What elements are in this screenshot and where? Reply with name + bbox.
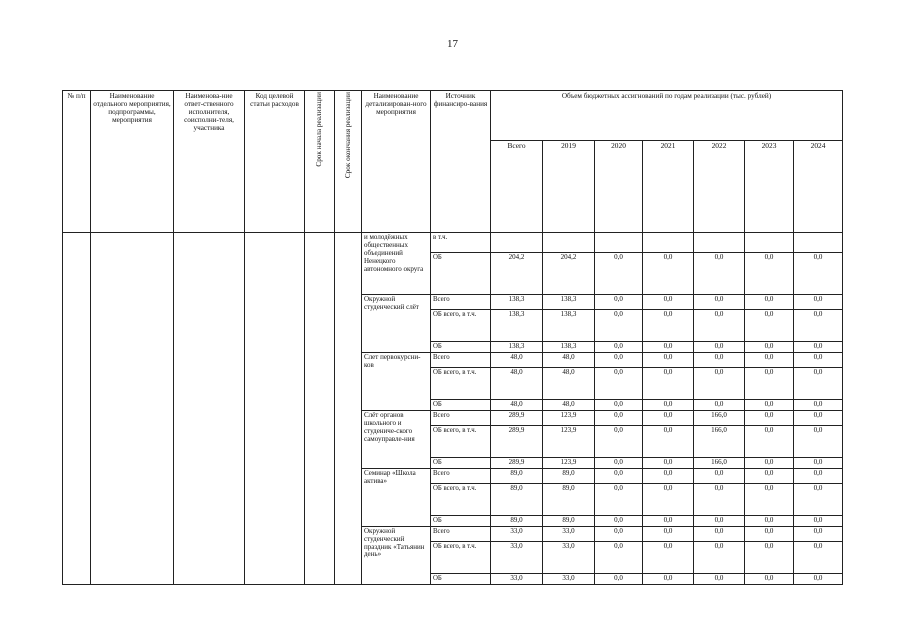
- col-start-header: [305, 91, 335, 233]
- budget-value: 89,0: [543, 484, 595, 516]
- budget-value: 0,0: [794, 458, 843, 469]
- budget-value: 0,0: [794, 295, 843, 310]
- budget-value: 0,0: [745, 516, 794, 527]
- year-header: 2024: [794, 141, 843, 233]
- budget-value: 0,0: [794, 400, 843, 411]
- budget-value: 0,0: [694, 469, 745, 484]
- budget-value: [794, 233, 843, 253]
- year-header: 2021: [643, 141, 694, 233]
- budget-value: 0,0: [643, 426, 694, 458]
- funding-source: Всего: [431, 411, 491, 426]
- budget-value: 0,0: [794, 516, 843, 527]
- budget-value: 89,0: [543, 516, 595, 527]
- budget-value: 0,0: [595, 368, 643, 400]
- funding-source: Всего: [431, 295, 491, 310]
- funding-source: ОБ всего, в т.ч.: [431, 310, 491, 342]
- budget-value: 0,0: [694, 342, 745, 353]
- budget-value: [694, 233, 745, 253]
- budget-value: [595, 233, 643, 253]
- budget-value: 138,3: [543, 295, 595, 310]
- budget-table: [62, 90, 843, 585]
- col-budget-header: Объем бюджетных ассигнований по годам реализации (тыс. рублей): [491, 91, 843, 141]
- budget-value: 0,0: [643, 458, 694, 469]
- budget-value: 0,0: [794, 368, 843, 400]
- budget-value: 0,0: [745, 295, 794, 310]
- budget-value: 0,0: [595, 295, 643, 310]
- budget-value: 138,3: [491, 295, 543, 310]
- budget-value: 0,0: [794, 426, 843, 458]
- budget-value: 89,0: [543, 469, 595, 484]
- budget-value: 0,0: [643, 541, 694, 573]
- budget-value: 166,0: [694, 426, 745, 458]
- budget-value: 0,0: [745, 484, 794, 516]
- budget-value: 0,0: [745, 526, 794, 541]
- spanning-empty-cell: [91, 233, 174, 585]
- col-executor-header: Наименова-ние ответ-ственного исполнителя, соисполни-теля, участника: [174, 91, 245, 233]
- funding-source: ОБ: [431, 342, 491, 353]
- funding-source: Всего: [431, 469, 491, 484]
- funding-source: ОБ: [431, 574, 491, 585]
- budget-value: 0,0: [794, 484, 843, 516]
- funding-source: ОБ всего, в т.ч.: [431, 541, 491, 573]
- budget-value: 0,0: [794, 342, 843, 353]
- activity-name: Окружной студенческий слёт: [362, 295, 431, 353]
- budget-value: 0,0: [643, 516, 694, 527]
- budget-value: 0,0: [694, 253, 745, 295]
- budget-value: 166,0: [694, 458, 745, 469]
- budget-value: 0,0: [694, 541, 745, 573]
- budget-value: 0,0: [595, 516, 643, 527]
- col-start-label: Срок начала реализации: [315, 92, 324, 167]
- spanning-empty-cell: [63, 233, 91, 585]
- budget-value: 0,0: [595, 411, 643, 426]
- budget-value: 0,0: [694, 484, 745, 516]
- year-header: Всего: [491, 141, 543, 233]
- budget-value: 138,3: [543, 310, 595, 342]
- spanning-empty-cell: [335, 233, 362, 585]
- activity-name: Слёт органов школьного и студениче-ского самоуправле-ния: [362, 411, 431, 469]
- budget-value: 0,0: [745, 253, 794, 295]
- budget-value: 0,0: [643, 400, 694, 411]
- budget-value: 0,0: [595, 253, 643, 295]
- budget-value: 0,0: [694, 400, 745, 411]
- budget-value: 0,0: [745, 541, 794, 573]
- activity-name: Окружной студенческий праздник «Татьянин день»: [362, 526, 431, 584]
- budget-value: 33,0: [491, 526, 543, 541]
- funding-source: ОБ: [431, 516, 491, 527]
- year-header: 2019: [543, 141, 595, 233]
- budget-value: 0,0: [595, 353, 643, 368]
- budget-value: 0,0: [643, 353, 694, 368]
- funding-source: Всего: [431, 353, 491, 368]
- budget-value: 0,0: [595, 342, 643, 353]
- budget-value: 0,0: [595, 458, 643, 469]
- budget-value: 0,0: [643, 526, 694, 541]
- activity-name: Семинар «Школа актива»: [362, 469, 431, 527]
- budget-value: 0,0: [745, 368, 794, 400]
- funding-source: Всего: [431, 526, 491, 541]
- budget-value: 89,0: [491, 484, 543, 516]
- budget-value: 33,0: [491, 541, 543, 573]
- budget-value: 0,0: [745, 426, 794, 458]
- budget-value: [745, 233, 794, 253]
- table-row: [63, 233, 843, 253]
- budget-value: 123,9: [543, 458, 595, 469]
- budget-value: 138,3: [491, 342, 543, 353]
- budget-value: 0,0: [794, 469, 843, 484]
- col-detail-header: Наименование детализирован-ного мероприятия: [362, 91, 431, 233]
- budget-value: 48,0: [543, 400, 595, 411]
- spanning-empty-cell: [174, 233, 245, 585]
- budget-value: [491, 233, 543, 253]
- budget-value: 0,0: [745, 400, 794, 411]
- budget-value: 33,0: [491, 574, 543, 585]
- activity-name: Слет первокурсни-ков: [362, 353, 431, 411]
- budget-value: 0,0: [694, 526, 745, 541]
- budget-value: 33,0: [543, 526, 595, 541]
- funding-source: ОБ всего, в т.ч.: [431, 484, 491, 516]
- budget-value: 89,0: [491, 516, 543, 527]
- col-end-label: Срок окончания реализации: [343, 92, 352, 179]
- page-number: 17: [447, 38, 458, 50]
- budget-value: 0,0: [643, 484, 694, 516]
- budget-value: 0,0: [595, 469, 643, 484]
- budget-value: 0,0: [643, 411, 694, 426]
- budget-value: 0,0: [643, 295, 694, 310]
- budget-value: 0,0: [643, 310, 694, 342]
- budget-value: 33,0: [543, 541, 595, 573]
- budget-value: 0,0: [643, 574, 694, 585]
- col-end-header: [335, 91, 362, 233]
- budget-value: 0,0: [643, 342, 694, 353]
- year-header: 2022: [694, 141, 745, 233]
- budget-value: 123,9: [543, 411, 595, 426]
- budget-value: 48,0: [543, 368, 595, 400]
- budget-value: 0,0: [794, 574, 843, 585]
- activity-name: и молодёжных общественных объединений Ненецкого автономного округа: [362, 233, 431, 295]
- budget-value: 0,0: [595, 526, 643, 541]
- budget-value: 0,0: [745, 574, 794, 585]
- budget-value: 204,2: [491, 253, 543, 295]
- budget-value: 0,0: [794, 526, 843, 541]
- budget-value: 89,0: [491, 469, 543, 484]
- budget-value: 0,0: [595, 484, 643, 516]
- budget-value: 204,2: [543, 253, 595, 295]
- budget-value: 0,0: [643, 253, 694, 295]
- budget-value: 289,9: [491, 426, 543, 458]
- budget-value: 48,0: [491, 368, 543, 400]
- budget-value: 48,0: [491, 400, 543, 411]
- budget-value: 0,0: [595, 541, 643, 573]
- budget-value: 0,0: [694, 295, 745, 310]
- year-header: 2020: [595, 141, 643, 233]
- col-name-header: Наименование отдельного мероприятия, подпрограммы, мероприятия: [91, 91, 174, 233]
- year-header: 2023: [745, 141, 794, 233]
- budget-value: 33,0: [543, 574, 595, 585]
- col-num-header: № п/п: [63, 91, 91, 233]
- budget-value: 166,0: [694, 411, 745, 426]
- funding-source: ОБ: [431, 400, 491, 411]
- budget-value: 0,0: [694, 574, 745, 585]
- spanning-empty-cell: [305, 233, 335, 585]
- budget-value: 0,0: [745, 342, 794, 353]
- budget-value: 0,0: [745, 310, 794, 342]
- budget-value: 0,0: [694, 516, 745, 527]
- budget-value: 0,0: [794, 310, 843, 342]
- funding-source: ОБ всего, в т.ч.: [431, 368, 491, 400]
- budget-value: 0,0: [643, 469, 694, 484]
- budget-value: 0,0: [745, 411, 794, 426]
- budget-value: 138,3: [543, 342, 595, 353]
- col-code-header: Код целевой статьи расходов: [245, 91, 305, 233]
- header-row-1: [63, 91, 843, 141]
- budget-value: 0,0: [794, 253, 843, 295]
- budget-value: 0,0: [694, 353, 745, 368]
- budget-value: 0,0: [595, 426, 643, 458]
- budget-value: 0,0: [694, 310, 745, 342]
- budget-value: [543, 233, 595, 253]
- budget-value: 123,9: [543, 426, 595, 458]
- spanning-empty-cell: [245, 233, 305, 585]
- budget-value: 0,0: [595, 574, 643, 585]
- budget-value: 289,9: [491, 411, 543, 426]
- budget-value: 0,0: [794, 353, 843, 368]
- funding-source: ОБ всего, в т.ч.: [431, 426, 491, 458]
- budget-value: 48,0: [491, 353, 543, 368]
- budget-value: 0,0: [745, 353, 794, 368]
- budget-value: 289,9: [491, 458, 543, 469]
- table-body: [63, 91, 843, 585]
- budget-value: 0,0: [794, 541, 843, 573]
- budget-value: 0,0: [595, 400, 643, 411]
- budget-value: 0,0: [745, 458, 794, 469]
- budget-value: 48,0: [543, 353, 595, 368]
- funding-source: ОБ: [431, 458, 491, 469]
- budget-value: 138,3: [491, 310, 543, 342]
- funding-source: ОБ: [431, 253, 491, 295]
- col-source-header: Источник финансиро-вания: [431, 91, 491, 233]
- budget-value: 0,0: [643, 368, 694, 400]
- budget-value: 0,0: [694, 368, 745, 400]
- budget-value: 0,0: [595, 310, 643, 342]
- budget-value: 0,0: [794, 411, 843, 426]
- budget-value: [643, 233, 694, 253]
- funding-source: в т.ч.: [431, 233, 491, 253]
- budget-value: 0,0: [745, 469, 794, 484]
